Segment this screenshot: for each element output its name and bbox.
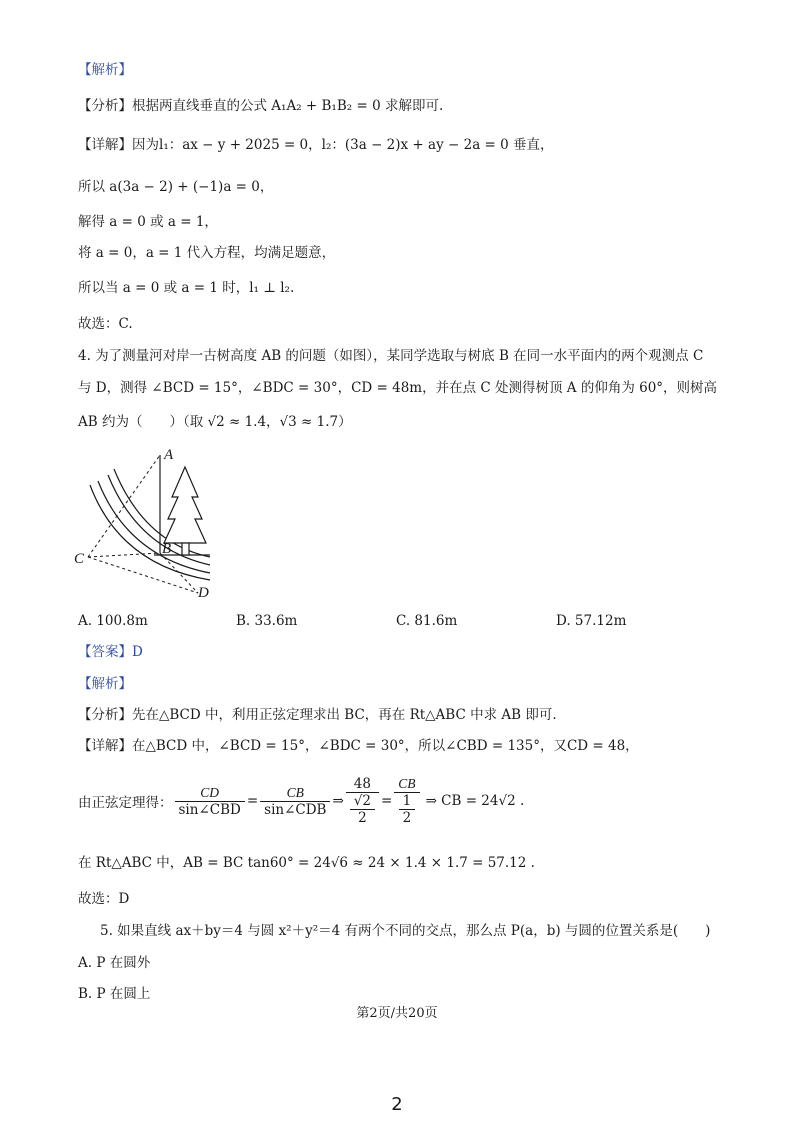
answer-choice: 故选：C. xyxy=(78,316,133,332)
equals-sign: = xyxy=(380,793,393,809)
solution-step-1: 所以 a(3a − 2) + (−1)a = 0， xyxy=(78,179,274,195)
fraction-48 xyxy=(346,776,379,826)
fraction-numerator: CB xyxy=(394,776,419,793)
question-5-option-a: A. P 在圆外 xyxy=(78,955,151,971)
question-4-line-1: 4. 为了测量河对岸一古树高度 AB 的问题（如图），某同学选取与树底 B 在同一水平面内的两个观测点 C xyxy=(78,348,704,364)
label-a: A xyxy=(164,447,174,463)
fraction-cb-half xyxy=(394,776,419,826)
detail-text: 【详解】因为l₁：ax − y + 2025 = 0，l₂：(3a − 2)x + ay − 2a = 0 垂直， xyxy=(78,137,554,153)
sine-law-prefix: 由正弦定理得： xyxy=(78,795,173,811)
inner-numerator: 1 xyxy=(399,793,416,810)
question-5-line-1: 5. 如果直线 ax＋by＝4 与圆 x²＋y²＝4 有两个不同的交点，那么点 P(a，b) 与圆的位置关系是( ) xyxy=(100,923,711,939)
page-number: 2 xyxy=(391,1094,403,1115)
fraction-denominator xyxy=(394,793,419,826)
fraction-denominator xyxy=(346,793,379,826)
equals-sign: = xyxy=(246,793,259,809)
solution-step-3: 将 a = 0，a = 1 代入方程，均满足题意， xyxy=(78,245,336,261)
inner-denominator: 2 xyxy=(358,810,367,826)
answer-tag: 【答案】D xyxy=(78,644,143,660)
fraction-numerator: CD xyxy=(175,785,245,802)
fraction-numerator: CB xyxy=(260,785,330,802)
inner-numerator: √2 xyxy=(350,793,375,810)
label-c: C xyxy=(74,551,85,567)
option-b: B. 33.6m xyxy=(236,613,298,629)
option-a: A. 100.8m xyxy=(78,613,148,629)
answer-choice-2: 故选：D xyxy=(78,891,130,907)
label-b: B xyxy=(162,541,172,557)
page-footer: 第2页/共20页 xyxy=(356,1006,438,1021)
tree-river-figure xyxy=(70,445,230,605)
analysis-tag-2: 【解析】 xyxy=(78,676,132,692)
label-d: D xyxy=(198,585,209,601)
rt-triangle-line: 在 Rt△ABC 中，AB = BC tan60° = 24√6 ≈ 24 × 1.4 × 1.7 = 57.12 . xyxy=(78,855,535,871)
analysis-tag: 【解析】 xyxy=(78,62,132,78)
fraction-cd-sin-cbd xyxy=(175,785,245,818)
question-4-line-3: AB 约为（ ）（取 √2 ≈ 1.4，√3 ≈ 1.7） xyxy=(78,414,352,430)
fraction-denominator: sin∠CBD xyxy=(178,801,241,818)
fraction-denominator: sin∠CDB xyxy=(264,801,327,818)
fraction-numerator: 48 xyxy=(346,776,379,793)
sine-law-result: ⇒ CB = 24√2 . xyxy=(425,793,525,809)
fraction-cb-sin-cdb xyxy=(260,785,330,818)
sine-law-equation xyxy=(78,770,524,832)
option-d: D. 57.12m xyxy=(556,613,627,629)
solution-step-4: 所以当 a = 0 或 a = 1 时，l₁ ⊥ l₂. xyxy=(78,280,295,296)
solution-step-2: 解得 a = 0 或 a = 1， xyxy=(78,214,218,230)
inner-denominator: 2 xyxy=(402,810,412,826)
analysis-text: 【分析】根据两直线垂直的公式 A₁A₂ + B₁B₂ = 0 求解即可. xyxy=(78,98,444,114)
option-c: C. 81.6m xyxy=(396,613,458,629)
detail-text-2: 【详解】在△BCD 中，∠BCD = 15°，∠BDC = 30°，所以∠CBD = 135°，又CD = 48， xyxy=(78,738,639,754)
question-4-line-2: 与 D，测得 ∠BCD = 15°，∠BDC = 30°，CD = 48m，并在点 C 处测得树顶 A 的仰角为 60°，则树高 xyxy=(78,380,718,396)
implies-arrow: ⇒ xyxy=(332,793,344,809)
analysis-text-2: 【分析】先在△BCD 中，利用正弦定理求出 BC，再在 Rt△ABC 中求 AB 即可. xyxy=(78,707,557,723)
question-5-option-b: B. P 在圆上 xyxy=(78,986,151,1002)
